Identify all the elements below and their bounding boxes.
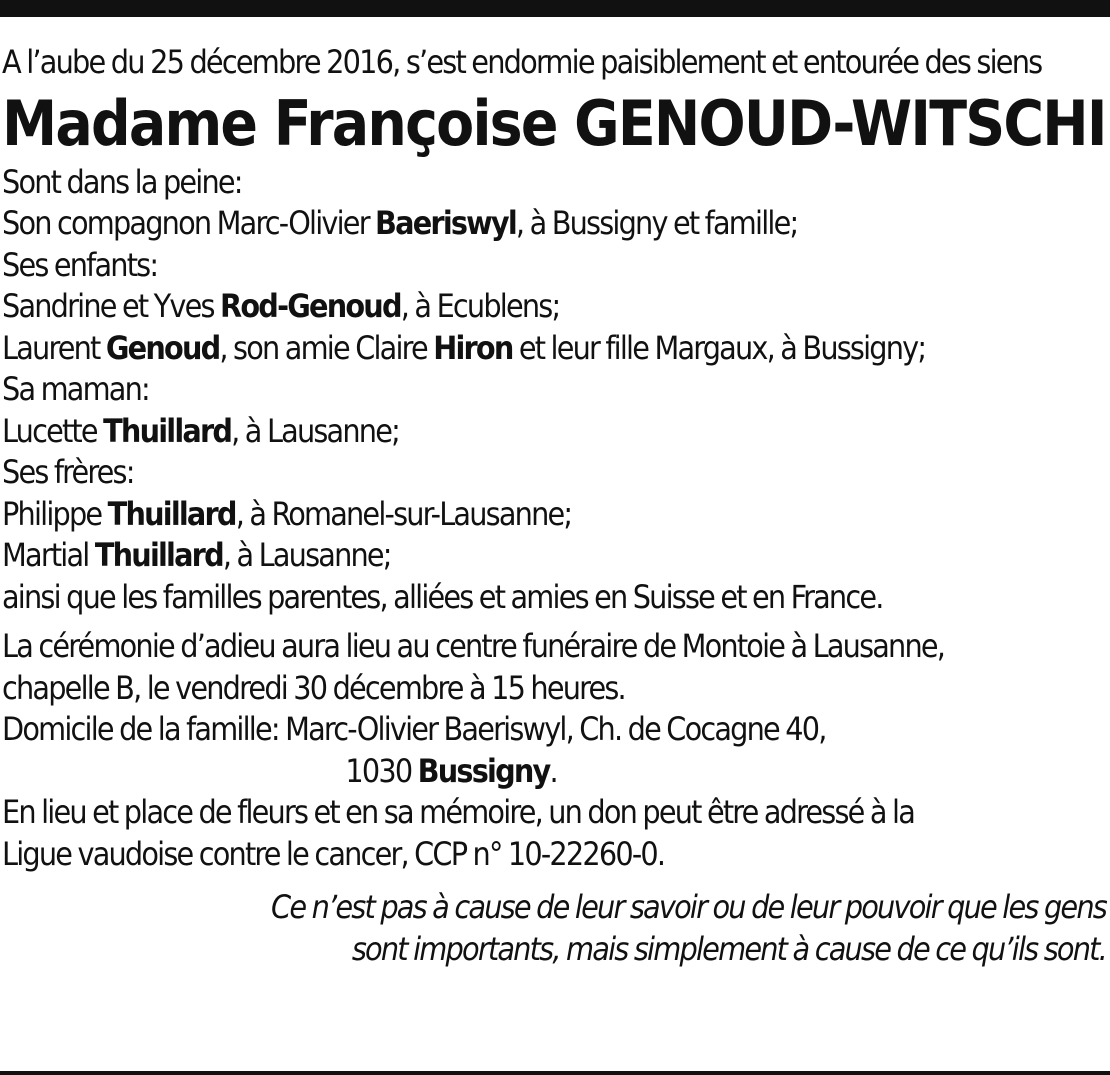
- deceased-name: Madame Françoise GENOUD-WITSCHI: [2, 86, 1106, 160]
- mourner-text: , son amie Claire: [219, 328, 434, 367]
- donation-line-2: Ligue vaudoise contre le cancer, CCP n° 10-22260-0.: [2, 834, 665, 873]
- ceremony-line-1: La cérémonie d’adieu aura lieu au centre funéraire de Montoie à Lausanne,: [2, 627, 945, 665]
- mourner-surname: Thuillard: [94, 536, 223, 574]
- domicile-line-2: [2, 751, 1106, 793]
- children-heading: Ses enfants:: [2, 245, 158, 284]
- mourner-text: Son compagnon Marc-Olivier: [2, 204, 376, 242]
- obituary-notice: [2, 42, 1108, 970]
- mourner-text: , à Lausanne;: [231, 411, 400, 450]
- quote-line-1: Ce n’est pas à cause de leur savoir ou de leur pouvoir que les gens: [271, 888, 1106, 926]
- mourner-text: , à Lausanne;: [222, 536, 391, 574]
- mourner-brother-2: [2, 535, 1106, 577]
- quote-line-2: sont importants, mais simplement à cause de ce qu’ils sont.: [351, 929, 1106, 968]
- mother-heading: Sa maman:: [2, 370, 149, 408]
- mourner-surname: Thuillard: [107, 494, 236, 533]
- mourner-child-1: [2, 286, 1106, 328]
- mourner-families: ainsi que les familles parentes, alliées et amies en Suisse et en France.: [2, 577, 883, 616]
- ceremony-line-2: chapelle B, le vendredi 30 décembre à 15 heures.: [2, 668, 625, 707]
- closing-quote: [2, 887, 1108, 970]
- mourner-text: Lucette: [2, 411, 104, 450]
- brothers-heading: Ses frères:: [2, 453, 134, 491]
- mourner-text: Laurent: [2, 328, 106, 367]
- mourners-list: [2, 162, 1108, 619]
- donation-line-1: En lieu et place de fleurs et en sa mémoire, un don peut être adressé à la: [2, 793, 915, 831]
- intro-text: A l’aube du 25 décembre 2016, s’est endormie paisiblement et entourée des siens: [2, 43, 1042, 81]
- domicile-punct: .: [549, 751, 557, 790]
- mourner-surname: Baeriswyl: [375, 204, 516, 242]
- bottom-border-rule: [0, 1071, 1110, 1075]
- mourner-brother-1: [2, 494, 1106, 536]
- mourner-surname: Genoud: [105, 328, 220, 367]
- mourner-companion: [2, 203, 1106, 245]
- domicile-city: Bussigny: [417, 751, 550, 790]
- mourners-heading: Sont dans la peine:: [2, 162, 242, 201]
- domicile-postcode: 1030: [345, 751, 418, 790]
- top-border-rule: [0, 0, 1110, 17]
- mourner-surname: Hiron: [433, 328, 513, 367]
- mourner-text: Philippe: [2, 494, 108, 533]
- mourner-text: , à Ecublens;: [400, 287, 560, 325]
- mourner-text: Sandrine et Yves: [2, 287, 221, 325]
- mourner-mother: [2, 411, 1106, 453]
- mourner-text: , à Bussigny et famille;: [515, 204, 798, 242]
- mourner-surname: Thuillard: [103, 411, 232, 450]
- mourner-child-2: [2, 328, 1106, 370]
- mourner-surname: Rod-Genoud: [220, 287, 401, 325]
- domicile-line-1: Domicile de la famille: Marc-Olivier Baeriswyl, Ch. de Cocagne 40,: [2, 710, 826, 748]
- mourner-text: Martial: [2, 536, 95, 574]
- ceremony-info: [2, 626, 1108, 875]
- mourner-text: , à Romanel-sur-Lausanne;: [235, 494, 572, 533]
- mourner-text: et leur fille Margaux, à Bussigny;: [512, 328, 926, 367]
